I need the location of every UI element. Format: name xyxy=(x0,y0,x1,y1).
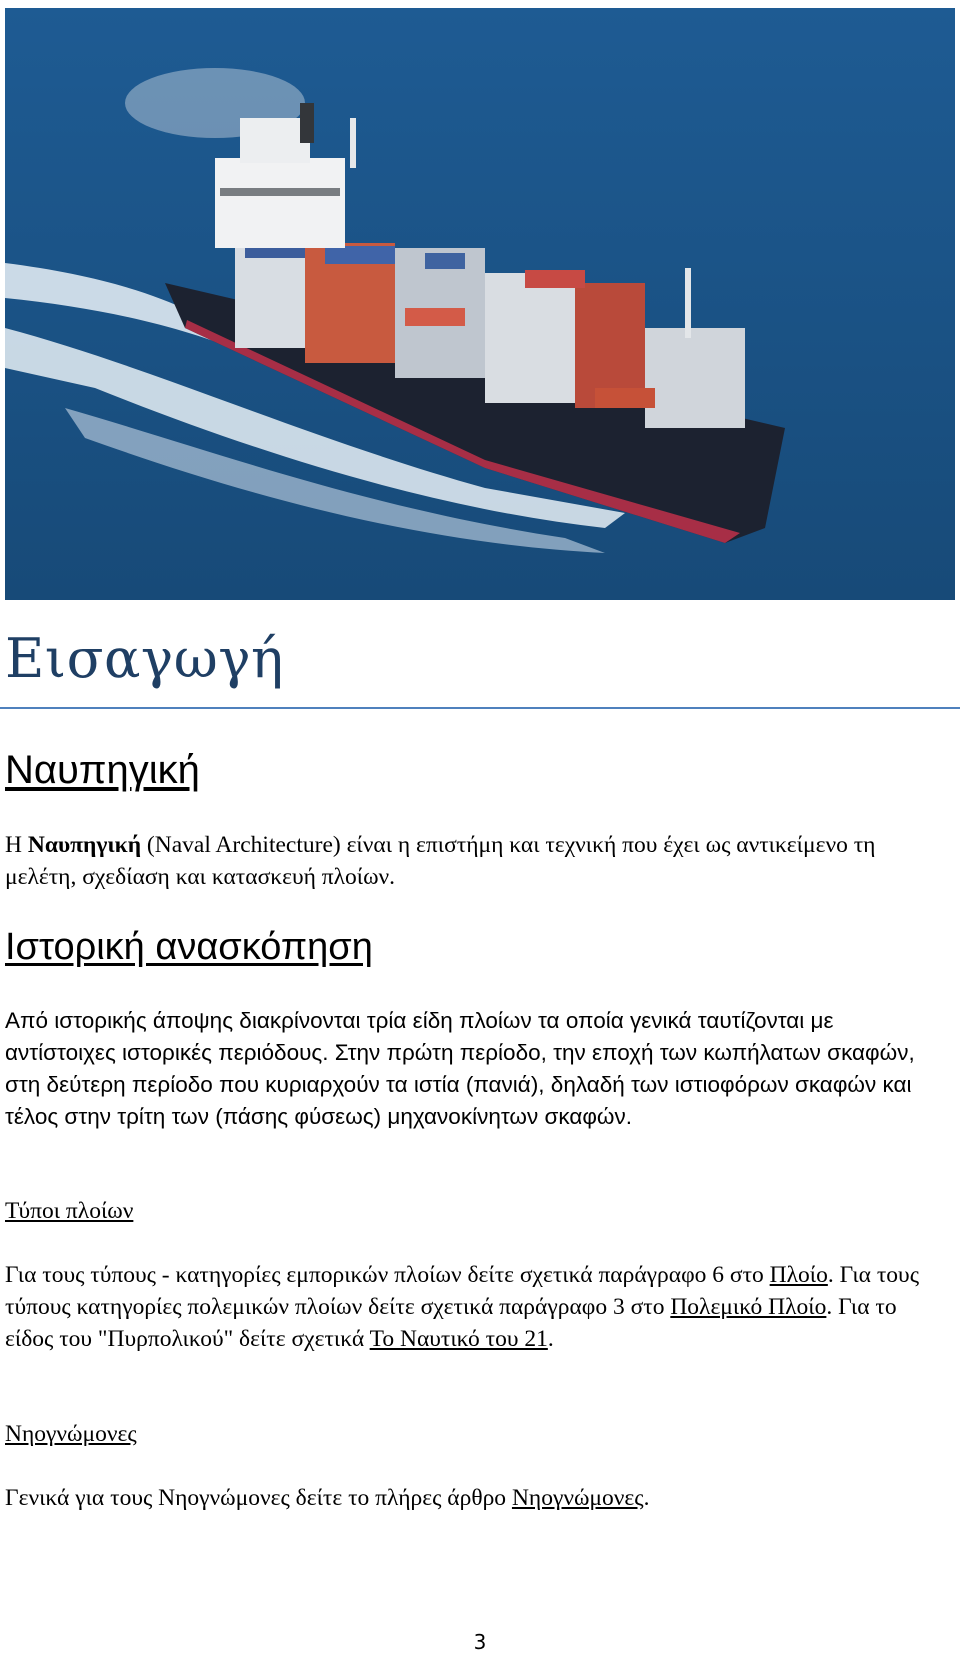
text-segment: . Για το είδος του "Πυρπολικού" δείτε σχετικά xyxy=(5,1294,897,1352)
link-ship[interactable]: Πλοίο xyxy=(769,1262,828,1288)
text-segment: Γενικά για τους Νηογνώμονες δείτε το πλήρες άρθρο xyxy=(5,1485,512,1511)
heading-historical-overview[interactable]: Ιστορική ανασκόπηση xyxy=(5,926,373,968)
text-segment: Για τους τύπους - κατηγορίες εμπορικών πλοίων δείτε σχετικά παράγραφο 6 στο xyxy=(5,1262,770,1288)
title-rule-divider xyxy=(0,707,960,709)
text-segment: . xyxy=(547,1326,554,1352)
text-segment: (Naval Architecture) είναι η επιστήμη και τεχνική που έχει ως αντικείμενο τη μελέτη, σχεδίαση και κατασκευή πλοίων. xyxy=(5,832,876,890)
heading-classification-societies[interactable]: Νηογνώμονες xyxy=(5,1421,137,1447)
heading-ship-types[interactable]: Τύποι πλοίων xyxy=(5,1198,134,1224)
text-segment: Η xyxy=(5,832,28,858)
hero-ship-photo xyxy=(5,8,955,600)
page-number: 3 xyxy=(473,1630,487,1654)
link-warship[interactable]: Πολεμικό Πλοίο xyxy=(670,1294,827,1320)
paragraph-classification-societies xyxy=(5,1482,950,1514)
heading-naval-architecture[interactable]: Ναυπηγική xyxy=(5,748,200,792)
link-classification-societies[interactable]: Νηογνώμονες xyxy=(511,1485,644,1511)
text-segment: . xyxy=(643,1485,650,1511)
paragraph-ship-types xyxy=(5,1259,950,1355)
paragraph-naval-architecture xyxy=(5,829,950,893)
bold-term: Ναυπηγική xyxy=(27,832,142,858)
ship-illustration xyxy=(5,8,955,600)
link-navy-of-21[interactable]: Το Ναυτικό του 21 xyxy=(369,1326,548,1352)
page-title: Εισαγωγή xyxy=(5,627,284,690)
paragraph-historical-overview: Από ιστορικής άποψης διακρίνονται τρία είδη πλοίων τα οποία γενικά ταυτίζονται με αντίστοιχες ιστορικές περιόδους. Στην πρώτη περίοδο, την εποχή των κωπήλατων σκαφών, στη δεύτερη περίοδο που κυριαρχούν τα ιστία (πανιά), δηλαδή των ιστιοφόρων σκαφών και τέλος στην τρίτη των (πάσης φύσεως) μηχανοκίνητων σκαφών. xyxy=(5,1008,915,1129)
text-segment: . Για τους τύπους κατηγορίες πολεμικών πλοίων δείτε σχετικά παράγραφο 3 στο xyxy=(5,1262,919,1320)
